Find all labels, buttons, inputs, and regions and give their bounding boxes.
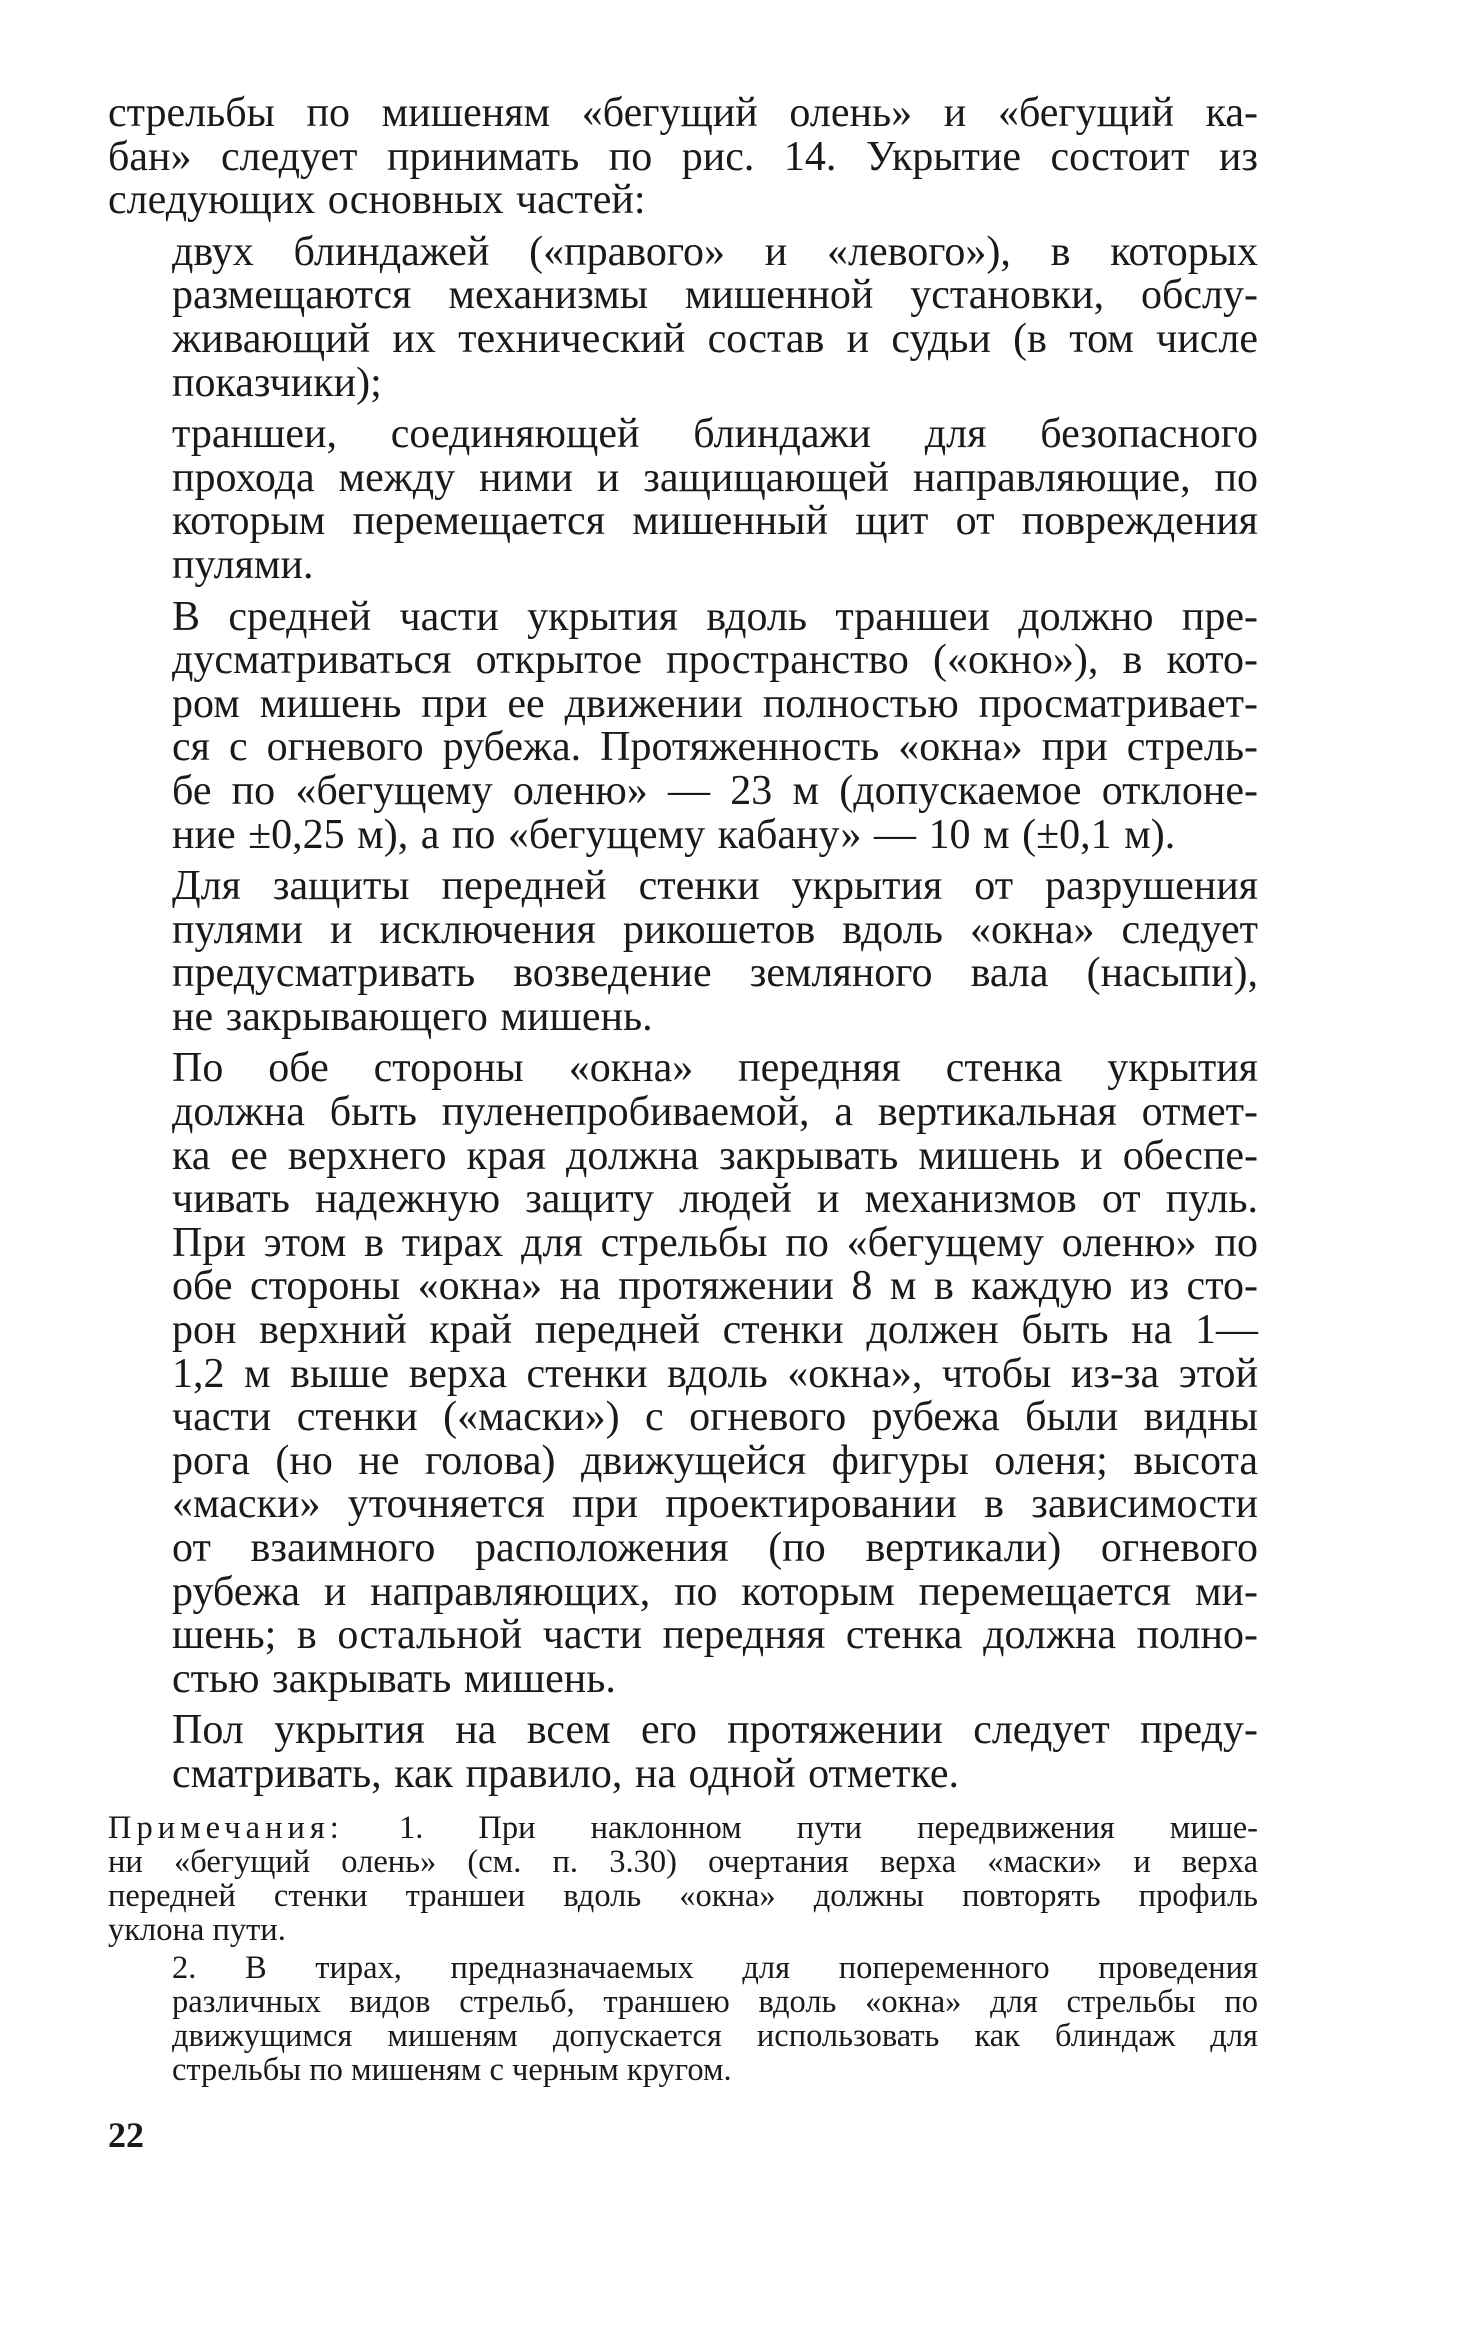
paragraph-0-line-1: бан» следует принимать по рис. 14. Укрытие состоит из	[108, 133, 1258, 180]
paragraph-0-line-2: следующих основных частей:	[108, 177, 646, 224]
paragraph-2-line-3: пулями.	[172, 541, 314, 588]
paragraph-5-line-14: стью закрывать мишень.	[172, 1655, 616, 1702]
paragraph-3-line-1: дусматриваться открытое пространство («окно»), в кото-	[172, 637, 1258, 684]
paragraph-6-line-1: сматривать, как правило, на одной отметке.	[172, 1750, 959, 1797]
paragraph-3-line-5: ние ±0,25 м), а по «бегущему кабану» — 10 м (±0,1 м).	[172, 811, 1176, 858]
note-2-line-3: стрельбы по мишеням с черным кругом.	[172, 2051, 732, 2088]
paragraph-3	[108, 593, 1258, 858]
notes-heading: Примечания:	[108, 1809, 344, 1846]
paragraph-4-line-0: Для защиты передней стенки укрытия от разрушения	[172, 863, 1258, 910]
paragraph-6-line-0: Пол укрытия на всем его протяжении следует преду-	[172, 1707, 1258, 1754]
note-1-line-0: Примечания: 1. При наклонном пути передвижения мише-	[108, 1809, 1258, 1846]
paragraph-2-line-1: прохода между ними и защищающей направляющие, по	[172, 454, 1258, 501]
paragraph-5-line-2: ка ее верхнего края должна закрывать мишень и обеспе-	[172, 1132, 1258, 1179]
paragraph-5-line-1: должна быть пуленепробиваемой, а вертикальная отмет-	[172, 1089, 1258, 1136]
note-2	[108, 1951, 1258, 2087]
paragraph-4-line-2: предусматривать возведение земляного вала (насыпи),	[172, 950, 1258, 997]
paragraph-3-line-4: бе по «бегущему оленю» — 23 м (допускаемое отклоне-	[172, 767, 1258, 814]
paragraph-4-line-3: не закрывающего мишень.	[172, 993, 653, 1040]
paragraph-3-line-3: ся с огневого рубежа. Протяженность «окна» при стрель-	[172, 724, 1258, 771]
paragraph-5-line-11: от взаимного расположения (по вертикали) огневого	[172, 1525, 1258, 1571]
paragraph-1-line-2: живающий их технический состав и судьи (в том числе	[172, 315, 1258, 362]
paragraph-2-line-2: которым перемещается мишенный щит от повреждения	[172, 498, 1258, 545]
note-1-line-3: уклона пути.	[108, 1911, 286, 1948]
paragraph-5-line-10: «маски» уточняется при проектировании в зависимости	[172, 1481, 1258, 1528]
notes-section	[108, 1811, 1258, 2087]
paragraph-3-line-2: ром мишень при ее движении полностью просматривает-	[172, 680, 1258, 727]
paragraph-4	[108, 865, 1258, 1039]
paragraph-1-line-3: показчики);	[172, 359, 382, 406]
paragraph-5-line-4: При этом в тирах для стрельбы по «бегущему оленю» по	[172, 1219, 1258, 1266]
paragraph-5-line-6: рон верхний край передней стенки должен быть на 1—	[172, 1307, 1258, 1354]
paragraph-1	[108, 228, 1258, 406]
paragraph-1-line-1: размещаются механизмы мишенной установки, обслу-	[172, 272, 1258, 319]
paragraph-5-line-3: чивать надежную защиту людей и механизмов от пуль.	[172, 1176, 1258, 1223]
paragraph-6	[108, 1709, 1258, 1796]
page-number: 22	[108, 2115, 144, 2155]
paragraph-5-line-9: рога (но не голова) движущейся фигуры оленя; высота	[172, 1437, 1258, 1484]
paragraph-5-line-13: шень; в остальной части передняя стенка должна полно-	[172, 1612, 1258, 1659]
note-2-line-1: различных видов стрельб, траншею вдоль «окна» для стрельбы по	[172, 1983, 1258, 2020]
note-2-line-2: движущимся мишеням допускается использовать как блиндаж для	[172, 2017, 1258, 2054]
paragraph-0	[108, 92, 1258, 223]
body-text	[108, 92, 1258, 1797]
paragraph-5-line-0: По обе стороны «окна» передняя стенка укрытия	[172, 1045, 1258, 1092]
paragraph-3-line-0: В средней части укрытия вдоль траншеи должно пре-	[172, 593, 1258, 640]
paragraph-0-line-0: стрельбы по мишеням «бегущий олень» и «бегущий ка-	[108, 90, 1258, 136]
note-1-line-1: ни «бегущий олень» (см. п. 3.30) очертания верха «маски» и верха	[108, 1843, 1258, 1880]
note-1-line-2: передней стенки траншеи вдоль «окна» должны повторять профиль	[108, 1877, 1258, 1914]
page-body	[108, 92, 1258, 2087]
paragraph-5-line-12: рубежа и направляющих, по которым перемещается ми-	[172, 1568, 1258, 1615]
note-2-line-0: 2. В тирах, предназначаемых для попеременного проведения	[172, 1949, 1258, 1986]
paragraph-2-line-0: траншеи, соединяющей блиндажи для безопасного	[172, 411, 1258, 458]
paragraph-5-line-8: части стенки («маски») с огневого рубежа были видны	[172, 1394, 1258, 1441]
paragraph-1-line-0: двух блиндажей («правого» и «левого»), в которых	[172, 228, 1258, 275]
paragraph-5	[108, 1047, 1258, 1701]
note-1	[108, 1811, 1258, 1947]
paragraph-5-line-7: 1,2 м выше верха стенки вдоль «окна», чтобы из-за этой	[172, 1350, 1258, 1397]
paragraph-4-line-1: пулями и исключения рикошетов вдоль «окна» следует	[172, 906, 1258, 953]
paragraph-5-line-5: обе стороны «окна» на протяжении 8 м в каждую из сто-	[172, 1263, 1258, 1310]
paragraph-2	[108, 413, 1258, 587]
